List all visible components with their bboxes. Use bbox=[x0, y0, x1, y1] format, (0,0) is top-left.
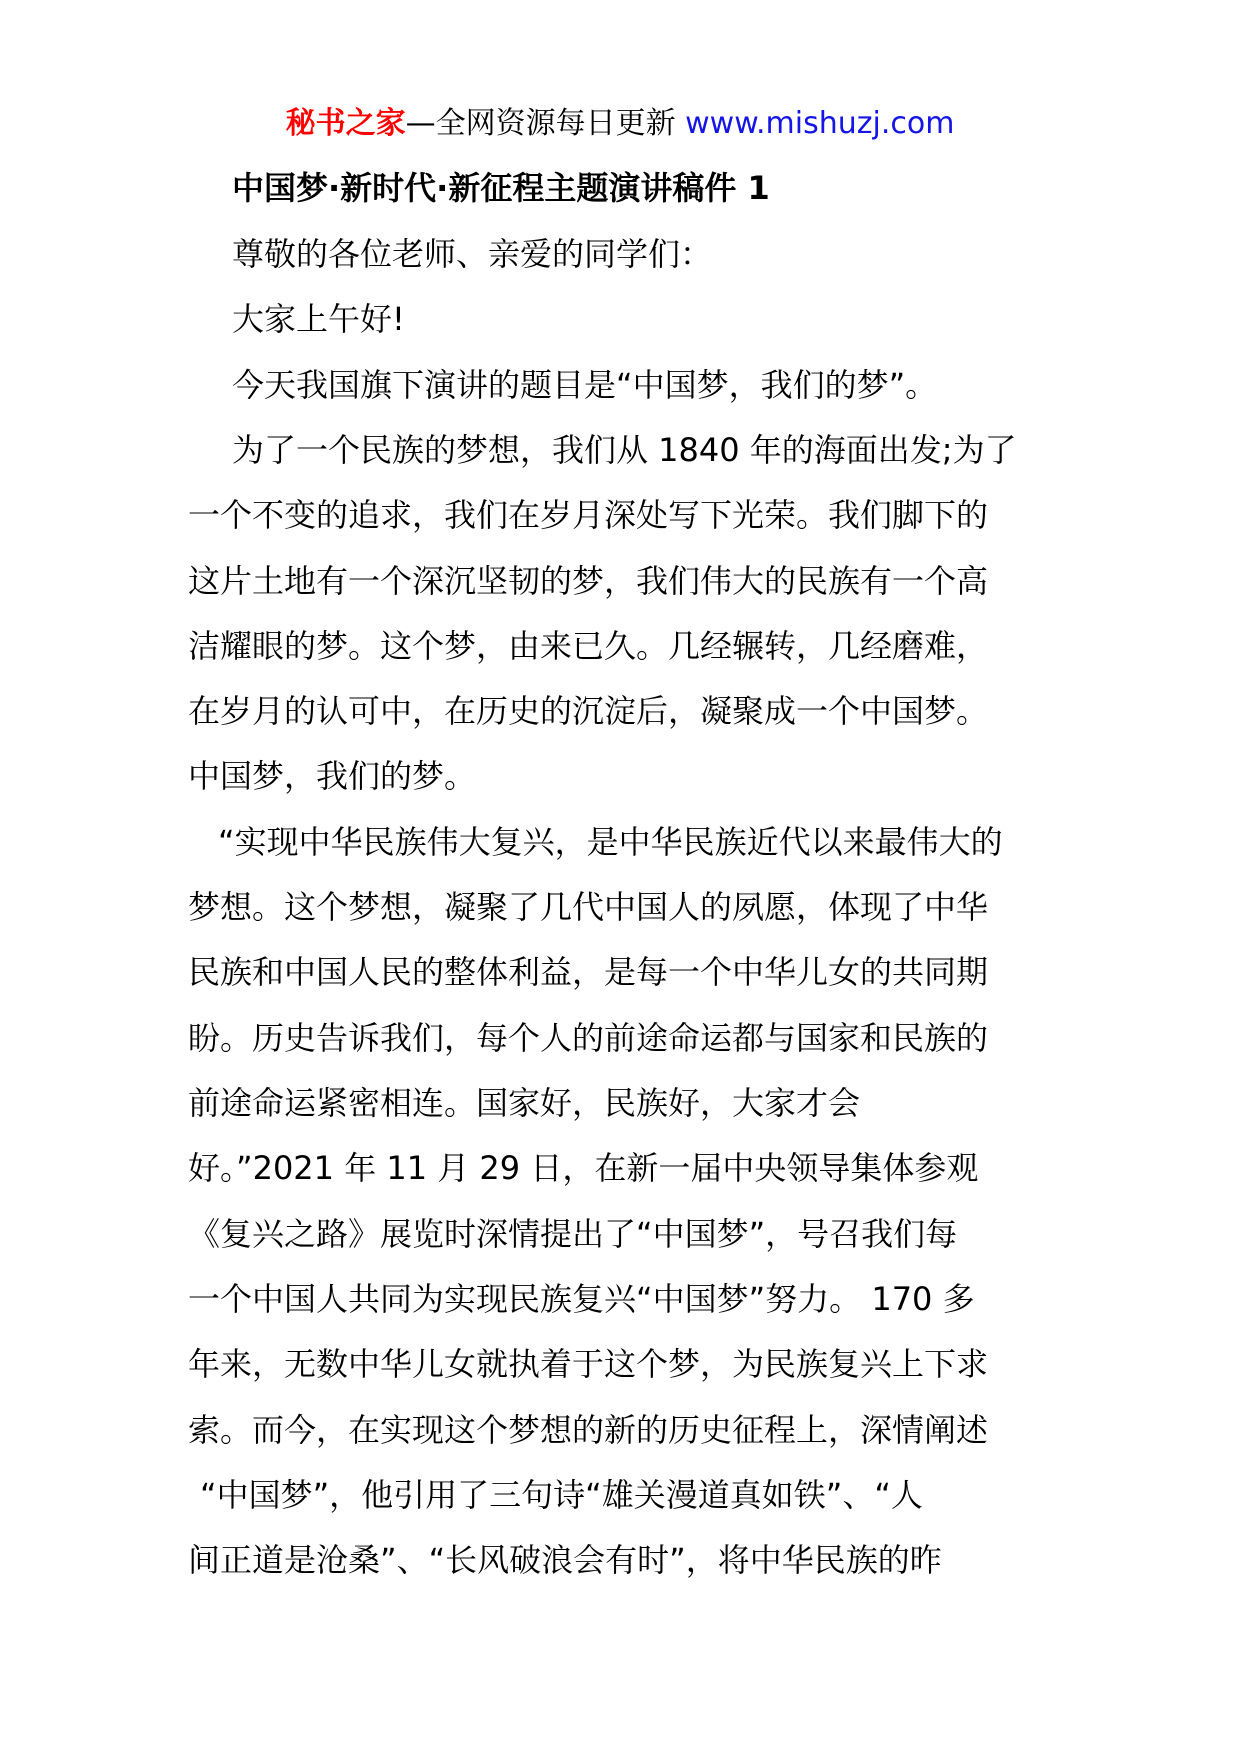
watermark-header bbox=[0, 102, 1240, 146]
body-line: 《复兴之路》展览时深情提出了“中国梦”，号召我们每 bbox=[188, 1215, 958, 1253]
brand-name: 秘书之家 bbox=[285, 106, 406, 141]
greeting-line: 大家上午好! bbox=[232, 300, 405, 338]
body-line: “实现中华民族伟大复兴，是中华民族近代以来最伟大的 bbox=[218, 823, 1003, 861]
body-line: 好。”2021 年 11 月 29 日，在新一届中央领导集体参观 bbox=[188, 1149, 979, 1187]
body-line: 一个不变的追求，我们在岁月深处写下光荣。我们脚下的 bbox=[188, 496, 989, 534]
body-line: 中国梦，我们的梦。 bbox=[188, 757, 477, 795]
document-title: 中国梦·新时代·新征程主题演讲稿件 1 bbox=[232, 169, 770, 207]
body-line: “中国梦”，他引用了三句诗“雄关漫道真如铁”、“人 bbox=[200, 1476, 923, 1514]
body-line: 一个中国人共同为实现民族复兴“中国梦”努力。 170 多 bbox=[188, 1280, 975, 1318]
body-line: 今天我国旗下演讲的题目是“中国梦，我们的梦”。 bbox=[232, 366, 938, 404]
body-line: 索。而今，在实现这个梦想的新的历史征程上，深情阐述 bbox=[188, 1411, 989, 1449]
body-line: 这片土地有一个深沉坚韧的梦，我们伟大的民族有一个高 bbox=[188, 562, 989, 600]
body-line: 为了一个民族的梦想，我们从 1840 年的海面出发;为了 bbox=[232, 431, 1017, 469]
body-line: 洁耀眼的梦。这个梦，由来已久。几经辗转，几经磨难， bbox=[188, 627, 989, 665]
body-line: 前途命运紧密相连。国家好，民族好，大家才会 bbox=[188, 1084, 861, 1122]
body-line: 年来，无数中华儿女就执着于这个梦，为民族复兴上下求 bbox=[188, 1345, 989, 1383]
body-line: 间正道是沧桑”、“长风破浪会有时”，将中华民族的昨 bbox=[188, 1541, 942, 1579]
body-line: 民族和中国人民的整体利益，是每一个中华儿女的共同期 bbox=[188, 953, 989, 991]
body-line: 梦想。这个梦想，凝聚了几代中国人的夙愿，体现了中华 bbox=[188, 888, 989, 926]
site-url[interactable]: www.mishuzj.com bbox=[685, 106, 955, 141]
site-slogan: —全网资源每日更新 bbox=[405, 106, 686, 141]
body-line: 盼。历史告诉我们，每个人的前途命运都与国家和民族的 bbox=[188, 1019, 989, 1057]
salutation-line: 尊敬的各位老师、亲爱的同学们： bbox=[232, 235, 713, 273]
body-line: 在岁月的认可中，在历史的沉淀后，凝聚成一个中国梦。 bbox=[188, 692, 989, 730]
